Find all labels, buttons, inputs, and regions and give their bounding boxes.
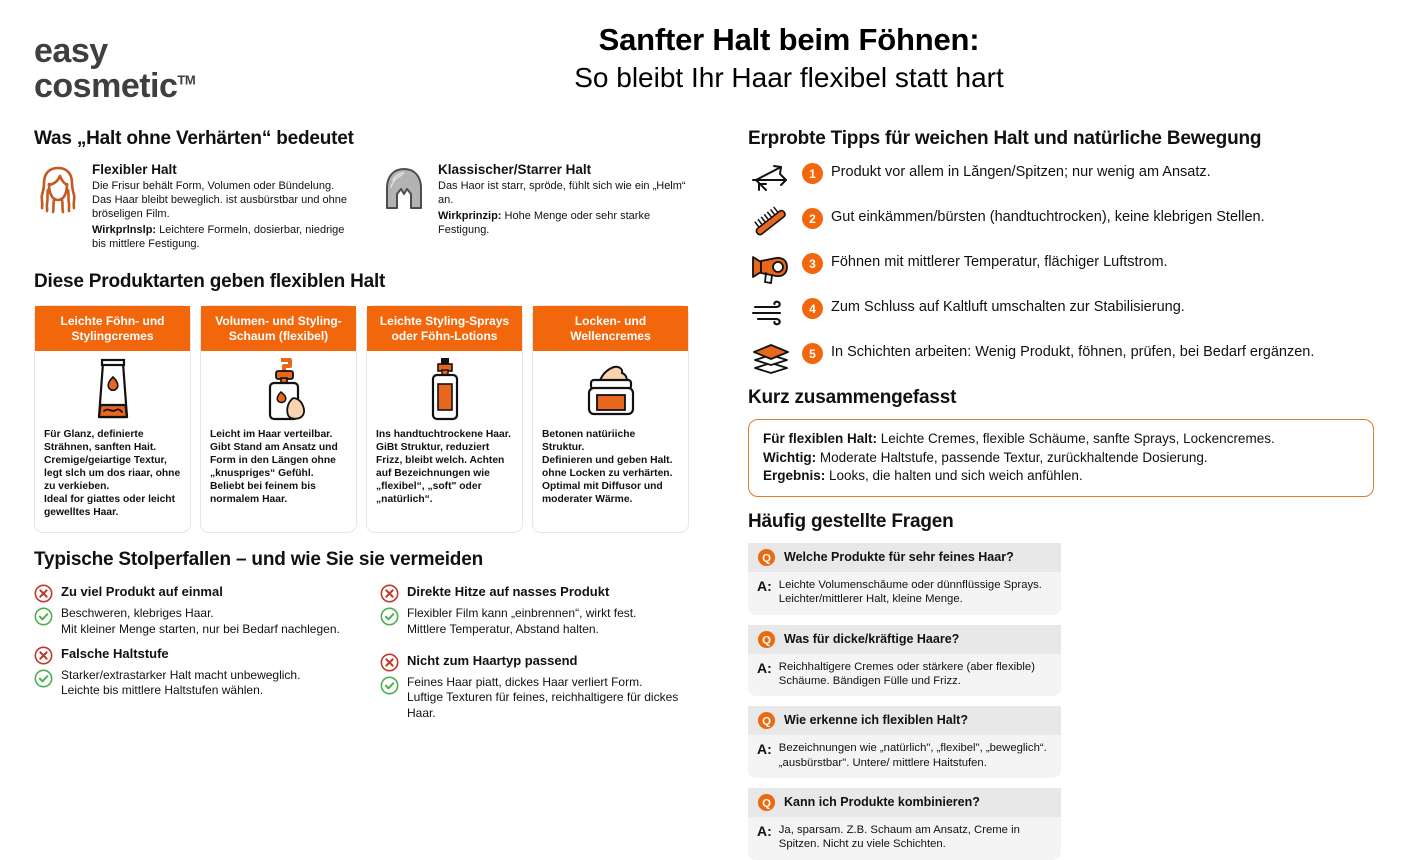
faq-card[interactable] [748, 543, 1061, 615]
faq-answer: Ja, sparsam. Z.B. Schaum am Ansatz, Creme in Spitzen. Nicht zu viele Schichten. [778, 823, 1020, 851]
definition-title: Flexibler Halt [92, 162, 177, 177]
check-circle-icon [34, 669, 53, 688]
svg-text:Q: Q [762, 797, 771, 810]
tip-text: In Schichten arbeiten: Wenig Produkt, föhnen, prüfen, bei Bedarf ergänzen. [831, 344, 1315, 360]
tip-item [748, 297, 1374, 329]
check-circle-icon [380, 607, 399, 626]
tip-item [748, 342, 1374, 374]
faq-answer-row [748, 735, 1061, 778]
tip-number: 3 [802, 253, 823, 274]
answer-label: A: [757, 659, 772, 676]
faq-heading: Häufig gestellte Fragen [748, 510, 954, 532]
product-card[interactable] [200, 305, 357, 533]
tip-text: Gut einkämmen/bürsten (handtuchtrocken), keine klebrigen Stellen. [831, 209, 1265, 225]
pitfall-problem: Falsche Haltstufe [61, 645, 169, 661]
product-card-text: Ins handtuchtrockene Haar. GiBt Struktur, reduziert Frizz, bleibt welch. Achten auf Bezeichnungen wie „flexibel“, „soft" oder „natürlich“. [376, 429, 512, 506]
right-column [748, 128, 1374, 860]
definitions-heading: Was „Halt ohne Verhärten“ bedeutet [34, 128, 354, 149]
pitfall-item [380, 583, 700, 637]
tip-number: 5 [802, 343, 823, 364]
question-badge-icon [757, 711, 776, 730]
left-column [34, 128, 706, 860]
pitfall-solution: Beschweren, klebriges Haar. Mit kleiner Menge starten, nur bei Bedarf nachlegen. [61, 606, 340, 636]
faq-question-row [748, 543, 1061, 572]
summary-line [763, 430, 1359, 449]
product-card-title: Leichte Föhn- und Stylingcremes [35, 306, 190, 351]
definition-body: Das Haor ist starr, spröde, fühlt sich wie ein „Helm“ an. [438, 180, 686, 207]
faq-answer: Reichhaltigere Cremes oder stärkere (aber flexible) Schäume. Bändigen Fülle und Frizz. [778, 660, 1035, 687]
pitfall-item [380, 652, 700, 722]
brand-line-2: cosmetic [34, 67, 178, 106]
product-card-title: Volumen- und Styling-Schaum (flexibel) [201, 306, 356, 351]
definition-flexible-hold [34, 162, 354, 253]
cream-jar-icon [533, 351, 688, 425]
definition-title: Klassischer/Starrer Halt [438, 162, 592, 177]
pitfall-problem: Zu viel Produkt auf einmal [61, 584, 223, 600]
answer-label: A: [757, 577, 772, 594]
faq-question: Kann ich Produkte kombinieren? [784, 794, 980, 809]
page-title: Sanfter Halt beim Föhnen: [598, 22, 980, 57]
spray-bottle-icon [367, 351, 522, 425]
faq-section [748, 511, 1374, 860]
svg-text:Q: Q [762, 634, 771, 647]
faq-question-row [748, 788, 1061, 817]
faq-answer-row [748, 817, 1061, 860]
tip-text: Föhnen mit mittlerer Temperatur, flächiger Luftstrom. [831, 254, 1168, 270]
layers-icon [748, 342, 794, 374]
header [0, 0, 1408, 128]
faq-card[interactable] [748, 788, 1061, 860]
summary-label: Wichtig: [763, 449, 817, 465]
summary-label: Ergebnis: [763, 468, 826, 484]
product-card-title: Leichte Styling-Sprays oder Föhn-Lotions [367, 306, 522, 351]
svg-text:Q: Q [762, 715, 771, 728]
faq-answer-row [748, 654, 1061, 697]
faq-grid [748, 543, 1374, 860]
pitfall-problem: Nicht zum Haartyp passend [407, 652, 578, 668]
pitfall-solution: Starker/extrastarker Halt macht unbeweglich. Leichte bis mittlere Haltstufen wählen. [61, 667, 301, 698]
tip-text: Produkt vor allem in Lǎngen/Spitzen; nur wenig am Ansatz. [831, 164, 1211, 180]
product-card-text: Betonen natüriiche Struktur. Definieren und geben Halt. ohne Locken zu verhärten. Optimal mit Diffusor und moderater Wärme. [542, 429, 673, 506]
pitfall-problem: Direkte Hitze auf nasses Produkt [407, 584, 610, 600]
faq-question-row [748, 625, 1061, 654]
question-badge-icon [757, 548, 776, 567]
arrows-spread-icon [748, 162, 794, 194]
definition-rigid-hold [380, 162, 700, 253]
faq-answer: Leichte Volumenschǎume oder dünnflüssige Sprays. Leichter/mittlerer Halt, kleine Menge. [778, 578, 1042, 606]
definitions-list [34, 162, 706, 253]
product-card-text: Leicht im Haar verteilbar. Gibt Stand am Ansatz und Form in den Längen ohne „knuspriges“ Gefühl. Beliebt bei feinem bis normalem Haar. [210, 429, 338, 506]
tip-number: 2 [802, 208, 823, 229]
cold-air-icon [748, 297, 794, 329]
tip-item [748, 252, 1374, 284]
pump-bottle-icon [201, 351, 356, 425]
summary-label: Für flexiblen Halt: [763, 431, 878, 446]
brand-line-1: easy [34, 32, 108, 70]
products-heading: Diese Produktarten geben flexiblen Halt [34, 271, 386, 293]
svg-text:Q: Q [762, 552, 771, 565]
tip-item [748, 207, 1374, 239]
definition-principle-text: Leichtere Formeln, dosierbar, niedrige bis mittlere Festigung. [92, 224, 345, 251]
definition-principle-label: Wirkprinzip: [438, 210, 502, 223]
summary-text: Leichte Cremes, flexible Schäume, sanfte Sprays, Lockencremes. [877, 431, 1275, 446]
pitfall-solution: Feines Haar piatt, dickes Haar verliert Form. Luftige Texturen für feines, reichhaltigere für dickes Haar. [407, 674, 679, 720]
tips-heading: Erprobte Tipps für weichen Halt und natürliche Bewegung [748, 128, 1262, 149]
pitfall-item [34, 583, 354, 637]
title-block [334, 22, 1374, 94]
summary-text: Moderate Haltstufe, passende Textur, zurückhaltende Dosierung. [816, 449, 1208, 465]
helmet-hair-icon [380, 162, 428, 218]
cross-circle-icon [34, 584, 53, 603]
summary-heading: Kurz zusammengefasst [748, 387, 957, 408]
product-card-list [34, 305, 706, 533]
product-card[interactable] [366, 305, 523, 533]
product-card-text: Für Glanz, definierte Strähnen, sanften Hait. Cremige/geiartige Textur, legt slch um dos riaar, ohne zu verkieben. Ideal for giattes oder leicht gewelltes Haar. [44, 429, 181, 518]
check-circle-icon [380, 676, 399, 695]
summary-line [763, 467, 1359, 486]
pitfalls-column-right [380, 583, 700, 728]
cross-circle-icon [34, 646, 53, 665]
pitfalls-heading: Typische Stolperfallen – und wie Sie sie vermeiden [34, 549, 483, 571]
summary-box [748, 419, 1374, 497]
tip-text: Zum Schluss auf Kaltluft umschalten zur Stabilisierung. [831, 299, 1185, 315]
faq-answer: Bezeichnungen wie „natürlich", „flexibel", „beweglich“. „ausbürstbar". Untere/ mittlere Haitstufen. [778, 742, 1047, 769]
question-badge-icon [757, 793, 776, 812]
comb-icon [748, 207, 794, 239]
pitfalls-section [34, 549, 706, 728]
long-hair-icon [34, 162, 82, 218]
pitfall-item [34, 645, 354, 699]
definition-principle-text: Hohe Menge oder sehr starke Festigung. [438, 210, 651, 237]
faq-card[interactable] [748, 706, 1061, 778]
tip-item [748, 162, 1374, 194]
hairdryer-icon [748, 252, 794, 284]
check-circle-icon [34, 607, 53, 626]
pitfall-solution: Flexibler Film kann „einbrennen“, wirkt fest. Mittlere Temperatur, Abstand halten. [407, 606, 637, 636]
faq-card[interactable] [748, 625, 1061, 697]
product-card[interactable] [34, 305, 191, 533]
faq-question-row [748, 706, 1061, 735]
tip-number: 4 [802, 298, 823, 319]
brand-logo [34, 22, 334, 104]
trademark-mark: TM [177, 72, 196, 88]
faq-question: Welche Produkte für sehr feines Haar? [784, 549, 1014, 564]
pitfalls-column-left [34, 583, 354, 728]
product-card[interactable] [532, 305, 689, 533]
cross-circle-icon [380, 584, 399, 603]
faq-question: Was für dicke/kräftige Haare? [784, 631, 960, 646]
faq-question: Wie erkenne ich flexiblen Halt? [784, 713, 968, 728]
definition-body: Die Frisur behält Form, Volumen oder Bündelung. Das Haar bleibt beweglich. ist ausbürstbar und ohne bröseligen Film. [92, 180, 347, 221]
cross-circle-icon [380, 653, 399, 672]
answer-label: A: [757, 822, 772, 839]
product-card-title: Locken- und Wellencremes [533, 306, 688, 351]
summary-text: Looks, die halten und sich weich anfühlen. [825, 468, 1083, 484]
faq-answer-row [748, 572, 1061, 615]
definition-principle-label: Wirkprlnslp: [92, 224, 157, 237]
summary-line [763, 449, 1359, 468]
tip-number: 1 [802, 163, 823, 184]
question-badge-icon [757, 630, 776, 649]
answer-label: A: [757, 741, 772, 758]
tips-list [748, 162, 1374, 374]
tube-icon [35, 351, 190, 425]
page-subtitle: So bleibt Ihr Haar flexibel statt hart [574, 61, 1004, 93]
